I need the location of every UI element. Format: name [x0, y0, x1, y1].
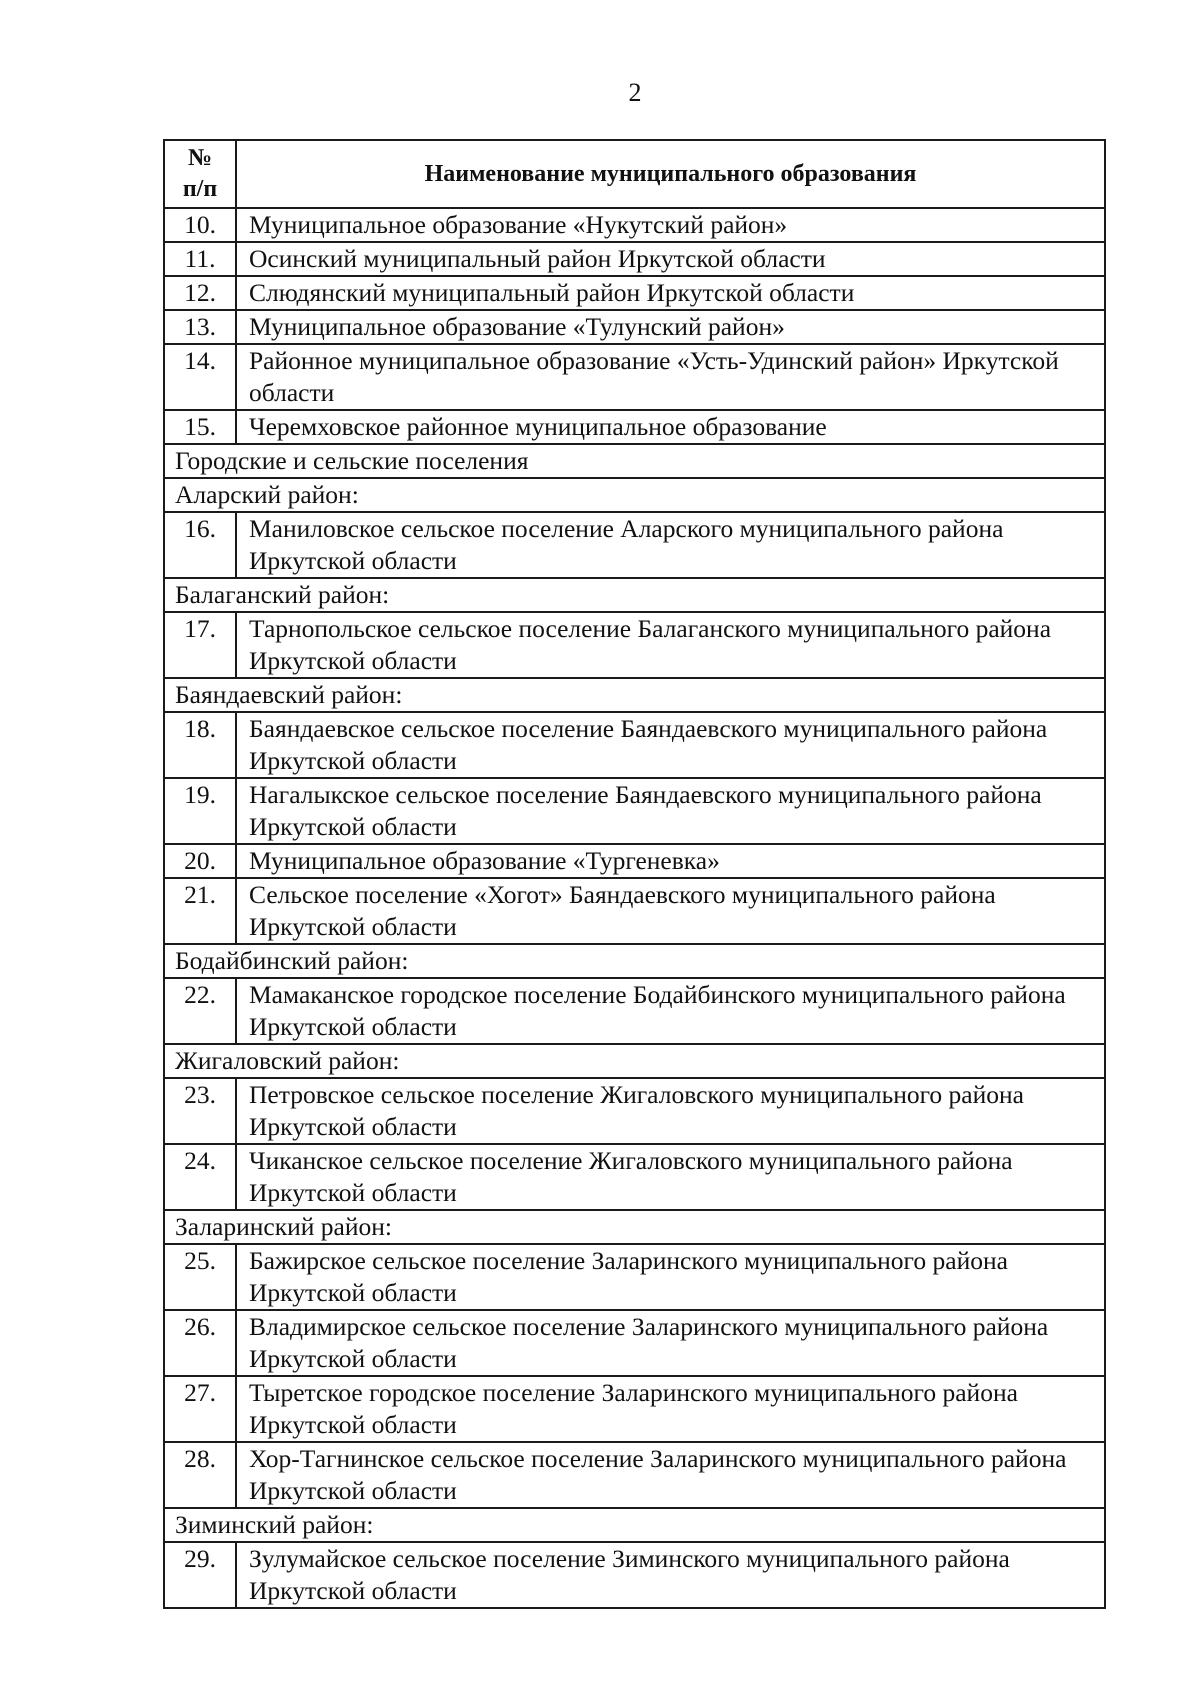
municipality-name: Черемховское районное муниципальное образование — [236, 410, 1105, 444]
section-header-row — [164, 478, 1105, 512]
row-number: 19. — [164, 778, 236, 844]
municipality-name: Муниципальное образование «Тулунский район» — [236, 310, 1105, 344]
section-header-row — [164, 944, 1105, 978]
row-number: 23. — [164, 1078, 236, 1144]
section-header-row — [164, 578, 1105, 612]
table-row — [164, 512, 1105, 578]
table-body — [164, 208, 1105, 1608]
section-title: Аларский район: — [164, 478, 1105, 512]
table-row — [164, 712, 1105, 778]
municipality-name: Муниципальное образование «Тургеневка» — [236, 844, 1105, 878]
row-number: 16. — [164, 512, 236, 578]
table-row — [164, 844, 1105, 878]
table-row — [164, 1376, 1105, 1442]
row-number: 25. — [164, 1244, 236, 1310]
row-number: 28. — [164, 1442, 236, 1508]
table-row — [164, 310, 1105, 344]
table-row — [164, 612, 1105, 678]
header-name-cell: Наименование муниципального образования — [236, 140, 1105, 208]
row-number: 17. — [164, 612, 236, 678]
municipality-name: Слюдянский муниципальный район Иркутской области — [236, 276, 1105, 310]
municipality-name: Зулумайское сельское поселение Зиминского муниципального района Иркутской области — [236, 1542, 1105, 1608]
row-number: 10. — [164, 208, 236, 242]
table-row — [164, 242, 1105, 276]
municipality-name: Районное муниципальное образование «Усть-Удинский район» Иркутской области — [236, 344, 1105, 410]
row-number: 15. — [164, 410, 236, 444]
table-row — [164, 1310, 1105, 1376]
table-row — [164, 1144, 1105, 1210]
section-title: Балаганский район: — [164, 578, 1105, 612]
section-title: Городские и сельские поселения — [164, 444, 1105, 478]
table-row — [164, 1542, 1105, 1608]
header-number-abbr: п/п — [182, 176, 218, 202]
row-number: 13. — [164, 310, 236, 344]
municipality-name: Петровское сельское поселение Жигаловского муниципального района Иркутской области — [236, 1078, 1105, 1144]
section-title: Бодайбинский район: — [164, 944, 1105, 978]
table-row — [164, 978, 1105, 1044]
section-header-row — [164, 678, 1105, 712]
municipalities-table — [163, 139, 1106, 1609]
table-row — [164, 344, 1105, 410]
municipality-name: Мамаканское городское поселение Бодайбинского муниципального района Иркутской области — [236, 978, 1105, 1044]
section-title: Зиминский район: — [164, 1508, 1105, 1542]
section-header-row — [164, 1210, 1105, 1244]
row-number: 22. — [164, 978, 236, 1044]
row-number: 27. — [164, 1376, 236, 1442]
municipality-name: Сельское поселение «Хогот» Баяндаевского муниципального района Иркутской области — [236, 878, 1105, 944]
municipality-name: Хор-Тагнинское сельское поселение Заларинского муниципального района Иркутской области — [236, 1442, 1105, 1508]
page-number: 2 — [628, 78, 642, 107]
header-number-sign: № — [187, 145, 213, 171]
municipality-name: Владимирское сельское поселение Заларинского муниципального района Иркутской области — [236, 1310, 1105, 1376]
table-row — [164, 878, 1105, 944]
municipality-name: Бажирское сельское поселение Заларинского муниципального района Иркутской области — [236, 1244, 1105, 1310]
section-title: Заларинский район: — [164, 1210, 1105, 1244]
row-number: 24. — [164, 1144, 236, 1210]
section-header-row — [164, 1508, 1105, 1542]
table-header-row — [164, 140, 1105, 208]
row-number: 14. — [164, 344, 236, 410]
table-row — [164, 778, 1105, 844]
municipality-name: Маниловское сельское поселение Аларского муниципального района Иркутской области — [236, 512, 1105, 578]
section-header-row — [164, 1044, 1105, 1078]
table-row — [164, 276, 1105, 310]
municipality-name: Чиканское сельское поселение Жигаловского муниципального района Иркутской области — [236, 1144, 1105, 1210]
section-header-row — [164, 444, 1105, 478]
header-number-cell — [164, 140, 236, 208]
row-number: 11. — [164, 242, 236, 276]
table-row — [164, 1442, 1105, 1508]
municipality-name: Нагалыкское сельское поселение Баяндаевского муниципального района Иркутской области — [236, 778, 1105, 844]
section-title: Жигаловский район: — [164, 1044, 1105, 1078]
municipality-name: Тыретское городское поселение Заларинского муниципального района Иркутской области — [236, 1376, 1105, 1442]
table-row — [164, 1078, 1105, 1144]
municipality-name: Осинский муниципальный район Иркутской области — [236, 242, 1105, 276]
table-row — [164, 208, 1105, 242]
municipality-name: Баяндаевское сельское поселение Баяндаевского муниципального района Иркутской области — [236, 712, 1105, 778]
row-number: 29. — [164, 1542, 236, 1608]
row-number: 18. — [164, 712, 236, 778]
table-row — [164, 410, 1105, 444]
section-title: Баяндаевский район: — [164, 678, 1105, 712]
municipality-name: Тарнопольское сельское поселение Балаганского муниципального района Иркутской области — [236, 612, 1105, 678]
row-number: 21. — [164, 878, 236, 944]
row-number: 12. — [164, 276, 236, 310]
table-row — [164, 1244, 1105, 1310]
row-number: 20. — [164, 844, 236, 878]
row-number: 26. — [164, 1310, 236, 1376]
municipality-name: Муниципальное образование «Нукутский район» — [236, 208, 1105, 242]
